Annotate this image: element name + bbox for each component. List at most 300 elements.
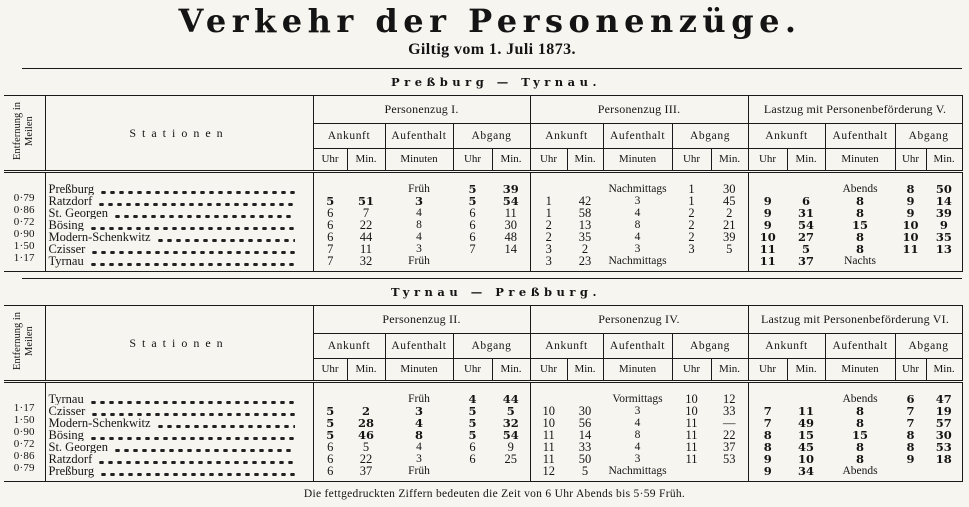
distance-cell: 1·17 xyxy=(13,402,35,414)
stop-minutes: Früh xyxy=(408,393,430,405)
train-header: Lastzug mit Personenbeförderung V. xyxy=(748,96,962,124)
arrival-hour: 6 xyxy=(313,441,347,453)
station-name: Tyrnau xyxy=(48,255,84,268)
arrival-minute: 5 xyxy=(362,441,370,453)
departure-hour: 7 xyxy=(906,417,915,429)
station-row xyxy=(4,243,962,255)
departure-minute: 9 xyxy=(926,219,962,231)
arrival-hour: 9 xyxy=(748,207,787,219)
arrival-hour: 3 xyxy=(530,243,567,255)
stop-minutes: Früh xyxy=(385,465,453,482)
stop-minutes: 8 xyxy=(634,219,641,231)
minutes-header: Minuten xyxy=(603,148,672,171)
stop-minutes: Abends xyxy=(842,183,878,195)
departure-hour: 11 xyxy=(685,441,698,453)
station-cell-inner xyxy=(46,255,313,267)
departure-minute xyxy=(711,255,748,272)
station-row xyxy=(4,195,962,207)
stop-minutes: 8 xyxy=(416,219,422,231)
minute-header: Min. xyxy=(926,148,962,171)
distance-cell: 0·86 xyxy=(13,204,35,216)
departure-minute: 54 xyxy=(502,195,519,207)
stop-minutes: 8 xyxy=(856,207,865,219)
arrival-hour: 6 xyxy=(313,453,347,465)
station-cell-inner xyxy=(46,207,313,219)
arrival-minute: 5 xyxy=(802,243,811,255)
stop-minutes: 3 xyxy=(416,243,422,255)
departure-minute: 54 xyxy=(502,429,519,441)
departure-hour: 1 xyxy=(688,195,695,207)
distance-cell: 1·50 xyxy=(13,414,35,426)
stop-minutes: 4 xyxy=(634,417,641,429)
footnote: Die fettgedruckten Ziffern bedeuten die Zeit von 6 Uhr Abends bis 5·59 Früh. xyxy=(303,488,686,500)
departure-hour xyxy=(895,465,926,482)
station-row xyxy=(4,405,962,417)
departure-minute: 35 xyxy=(926,231,962,243)
departure-hour: 8 xyxy=(906,441,915,453)
minutes-header: Minuten xyxy=(603,358,672,381)
arrival-minute xyxy=(787,172,825,196)
stop-minutes: 4 xyxy=(634,231,641,243)
arrival-minute: 58 xyxy=(578,207,592,219)
departure-hour: 7 xyxy=(469,243,476,255)
departure-hour: 6 xyxy=(906,392,915,405)
arrival-header: Ankunft xyxy=(313,333,385,358)
train-header: Lastzug mit Personenbeförderung VI. xyxy=(748,306,962,334)
arrival-minute: 56 xyxy=(578,417,592,429)
station-name: Ratzdorf xyxy=(48,453,93,465)
arrival-minute: 33 xyxy=(578,441,592,453)
arrival-minute: 22 xyxy=(359,453,373,465)
stop-minutes: Nachts xyxy=(825,255,895,272)
arrival-hour: 9 xyxy=(748,453,787,465)
departure-hour: 9 xyxy=(906,207,915,219)
distance-cell: 0·79 xyxy=(13,192,35,204)
train-header: Personenzug IV. xyxy=(530,306,748,334)
arrival-minute: 32 xyxy=(347,255,385,272)
dot-leader xyxy=(89,263,295,266)
dot-leader xyxy=(89,437,295,440)
arrival-hour: 7 xyxy=(313,255,347,272)
arrival-hour: 11 xyxy=(530,429,567,441)
arrival-hour xyxy=(530,382,567,406)
arrival-minute: 5 xyxy=(567,465,603,482)
distance-header xyxy=(4,306,45,382)
departure-hour: 11 xyxy=(902,243,919,255)
arrival-minute: 11 xyxy=(798,405,815,417)
arrival-minute xyxy=(567,172,603,196)
arrival-minute xyxy=(787,382,825,406)
distance-cell: 0·72 xyxy=(13,438,35,450)
departure-minute: 45 xyxy=(723,195,736,207)
station-row xyxy=(4,231,962,243)
minute-header: Min. xyxy=(926,358,962,381)
station-cell-inner xyxy=(46,405,313,417)
hour-header: Uhr xyxy=(895,148,926,171)
minute-header: Min. xyxy=(711,358,748,381)
arrival-hour: 6 xyxy=(313,231,347,243)
dot-leader xyxy=(99,473,294,476)
station-name: Modern-Schenkwitz xyxy=(48,231,151,243)
station-cell-inner xyxy=(46,393,313,405)
departure-minute: 53 xyxy=(926,441,962,453)
arrival-hour xyxy=(530,172,567,196)
dot-leader xyxy=(89,401,295,404)
arrival-minute xyxy=(567,382,603,406)
departure-minute xyxy=(926,465,962,482)
stop-minutes: 8 xyxy=(414,429,423,441)
departure-hour: 10 xyxy=(902,231,919,243)
stop-header: Aufenthalt xyxy=(385,123,453,148)
timetable-section xyxy=(0,68,969,273)
arrival-minute xyxy=(347,382,385,406)
distance-cell: 1·17 xyxy=(4,252,45,269)
departure-minute: 39 xyxy=(502,182,519,195)
station-row xyxy=(4,453,962,465)
arrival-minute: 49 xyxy=(798,417,815,429)
stop-minutes: Nachmittags xyxy=(608,183,667,195)
departure-hour: 2 xyxy=(688,231,695,243)
departure-hour: 5 xyxy=(468,429,477,441)
distance-header-label: Entfernung in Meilen xyxy=(12,311,36,371)
distance-cell: 0·72 xyxy=(13,216,35,228)
arrival-hour: 7 xyxy=(313,243,347,255)
departure-header: Abgang xyxy=(895,123,962,148)
distance-cell: 0·90 xyxy=(13,228,35,240)
arrival-hour xyxy=(313,382,347,406)
arrival-hour: 8 xyxy=(748,441,787,453)
dot-leader xyxy=(99,191,294,194)
arrival-minute: 2 xyxy=(581,243,589,255)
arrival-hour: 1 xyxy=(530,207,567,219)
arrival-header: Ankunft xyxy=(313,123,385,148)
arrival-minute: 7 xyxy=(362,207,370,219)
station-cell xyxy=(45,441,313,453)
arrival-minute: 30 xyxy=(578,405,592,417)
departure-hour: 7 xyxy=(906,405,915,417)
arrival-minute xyxy=(347,172,385,196)
minutes-header: Minuten xyxy=(825,148,895,171)
arrival-minute: 50 xyxy=(578,453,592,465)
departure-hour: 6 xyxy=(469,441,476,453)
arrival-hour: 5 xyxy=(313,429,347,441)
departure-header: Abgang xyxy=(895,333,962,358)
departure-hour: 10 xyxy=(685,405,698,417)
departure-hour xyxy=(453,255,492,272)
station-row xyxy=(4,441,962,453)
arrival-minute: 6 xyxy=(802,195,811,207)
departure-minute: 39 xyxy=(723,231,736,243)
dot-leader xyxy=(113,215,295,218)
station-cell-inner xyxy=(46,243,313,255)
arrival-minute: 10 xyxy=(798,453,815,465)
arrival-hour: 11 xyxy=(748,255,787,272)
station-row xyxy=(4,172,962,196)
departure-hour: 1 xyxy=(688,182,695,195)
arrival-hour xyxy=(313,172,347,196)
departure-minute: 19 xyxy=(926,405,962,417)
departure-minute: — xyxy=(723,417,736,429)
arrival-minute: 11 xyxy=(359,243,373,255)
arrival-minute: 14 xyxy=(578,429,592,441)
stop-minutes: Vormittags xyxy=(612,393,663,405)
station-row xyxy=(4,382,962,406)
stop-minutes: 4 xyxy=(634,207,641,219)
departure-minute: 37 xyxy=(723,441,736,453)
departure-minute: 53 xyxy=(723,453,736,465)
hour-header: Uhr xyxy=(672,358,711,381)
station-cell xyxy=(45,405,313,417)
stop-minutes: 8 xyxy=(856,231,865,243)
arrival-hour: 8 xyxy=(748,429,787,441)
stop-minutes: 8 xyxy=(856,243,865,255)
distance-cell xyxy=(4,169,45,193)
arrival-header: Ankunft xyxy=(530,123,603,148)
arrival-minute: 37 xyxy=(787,255,825,272)
station-cell xyxy=(45,231,313,243)
section-rule xyxy=(22,68,962,69)
departure-hour: 2 xyxy=(688,219,695,231)
minute-header: Min. xyxy=(787,358,825,381)
departure-minute: 44 xyxy=(502,392,519,405)
arrival-hour: 10 xyxy=(530,405,567,417)
arrival-hour: 11 xyxy=(748,243,787,255)
station-cell xyxy=(45,382,313,406)
departure-hour: 2 xyxy=(688,207,695,219)
station-cell-inner xyxy=(46,465,313,477)
arrival-hour: 11 xyxy=(530,441,567,453)
departure-minute xyxy=(492,465,530,482)
departure-hour xyxy=(672,465,711,482)
minutes-header: Minuten xyxy=(385,358,453,381)
station-row xyxy=(4,207,962,219)
arrival-minute: 37 xyxy=(347,465,385,482)
departure-hour: 6 xyxy=(469,231,476,243)
minute-header: Min. xyxy=(492,148,530,171)
departure-minute xyxy=(711,465,748,482)
stop-minutes: 8 xyxy=(856,453,865,465)
stop-minutes: 8 xyxy=(856,417,865,429)
station-cell xyxy=(45,243,313,255)
stop-minutes: 3 xyxy=(416,453,422,465)
minute-header: Min. xyxy=(567,148,603,171)
arrival-minute: 13 xyxy=(578,219,592,231)
departure-hour: 5 xyxy=(468,195,477,207)
distance-header xyxy=(4,96,45,172)
hour-header: Uhr xyxy=(313,148,347,171)
departure-minute: 14 xyxy=(504,243,518,255)
departure-minute: 18 xyxy=(926,453,962,465)
train-header: Personenzug II. xyxy=(313,306,530,334)
stop-header: Aufenthalt xyxy=(825,333,895,358)
departure-hour: 6 xyxy=(469,207,476,219)
minute-header: Min. xyxy=(567,358,603,381)
station-row xyxy=(4,417,962,429)
stop-minutes: 15 xyxy=(852,219,869,231)
station-cell-inner xyxy=(46,219,313,231)
departure-minute: 13 xyxy=(926,243,962,255)
departure-header: Abgang xyxy=(453,123,530,148)
arrival-header: Ankunft xyxy=(748,123,825,148)
stop-minutes: 4 xyxy=(416,231,422,243)
distance-cell: 0·79 xyxy=(4,462,45,479)
validity-subtitle: Giltig vom 1. Juli 1873. xyxy=(408,41,576,58)
departure-hour: 5 xyxy=(468,405,477,417)
stop-minutes: Früh xyxy=(408,183,430,195)
station-cell-inner xyxy=(46,417,313,429)
stop-header: Aufenthalt xyxy=(825,123,895,148)
departure-minute: 5 xyxy=(506,405,515,417)
arrival-hour: 9 xyxy=(748,219,787,231)
departure-header: Abgang xyxy=(672,333,748,358)
departure-minute: 30 xyxy=(723,182,736,195)
departure-hour xyxy=(672,255,711,272)
arrival-hour: 2 xyxy=(530,219,567,231)
stop-minutes: 3 xyxy=(634,453,641,465)
arrival-minute: 15 xyxy=(798,429,815,441)
departure-hour: 11 xyxy=(685,429,698,441)
stations-header: Stationen xyxy=(45,306,313,382)
station-row xyxy=(4,219,962,231)
stop-minutes: Nachmittags xyxy=(603,255,672,272)
departure-minute: 11 xyxy=(504,207,517,219)
departure-minute: 25 xyxy=(504,453,517,465)
departure-hour: 3 xyxy=(688,243,695,255)
stop-header: Aufenthalt xyxy=(385,333,453,358)
dot-leader xyxy=(90,413,294,416)
departure-hour xyxy=(895,255,926,272)
station-cell xyxy=(45,453,313,465)
stop-header: Aufenthalt xyxy=(603,333,672,358)
stop-minutes: Früh xyxy=(385,255,453,272)
arrival-minute: 2 xyxy=(361,405,370,417)
arrival-hour: 1 xyxy=(530,195,567,207)
station-name: St. Georgen xyxy=(48,441,108,453)
station-cell-inner xyxy=(46,183,313,195)
hour-header: Uhr xyxy=(672,148,711,171)
departure-minute: 5 xyxy=(726,243,733,255)
stop-minutes: 3 xyxy=(634,405,641,417)
hour-header: Uhr xyxy=(748,148,787,171)
dot-leader xyxy=(89,227,295,230)
stop-minutes: Nachmittags xyxy=(603,465,672,482)
dot-leader xyxy=(97,203,294,206)
arrival-minute: 35 xyxy=(578,231,592,243)
departure-hour: 8 xyxy=(906,429,915,441)
departure-minute: 14 xyxy=(926,195,962,207)
station-name: Ratzdorf xyxy=(48,195,93,207)
train-header: Personenzug I. xyxy=(313,96,530,124)
station-cell xyxy=(45,429,313,441)
section-heading: Preßburg — Tyrnau. xyxy=(391,75,601,89)
stop-minutes: Abends xyxy=(842,393,878,405)
departure-hour: 5 xyxy=(468,417,477,429)
departure-hour: 6 xyxy=(469,219,476,231)
departure-hour: 5 xyxy=(468,182,477,195)
station-cell xyxy=(45,172,313,196)
station-name: Preßburg xyxy=(48,182,95,195)
section-heading: Tyrnau — Preßburg. xyxy=(391,285,601,299)
arrival-minute: 31 xyxy=(798,207,815,219)
arrival-hour: 6 xyxy=(313,207,347,219)
station-cell-inner xyxy=(46,231,313,243)
departure-hour: 4 xyxy=(468,392,477,405)
arrival-hour xyxy=(748,172,787,196)
arrival-hour: 6 xyxy=(313,219,347,231)
arrival-minute: 28 xyxy=(357,417,374,429)
arrival-hour: 9 xyxy=(748,195,787,207)
departure-minute: 30 xyxy=(926,429,962,441)
stop-minutes: 4 xyxy=(414,417,423,429)
stop-minutes: 8 xyxy=(856,441,865,453)
arrival-hour: 5 xyxy=(313,417,347,429)
station-name: Czisser xyxy=(48,243,86,255)
departure-hour: 10 xyxy=(902,219,919,231)
hour-header: Uhr xyxy=(313,358,347,381)
timetable xyxy=(4,95,963,272)
arrival-header: Ankunft xyxy=(748,333,825,358)
station-name: Modern-Schenkwitz xyxy=(48,417,151,429)
station-cell-inner xyxy=(46,453,313,465)
station-cell xyxy=(45,219,313,231)
station-cell xyxy=(45,207,313,219)
arrival-header: Ankunft xyxy=(530,333,603,358)
dot-leader xyxy=(156,425,295,428)
stop-minutes: 15 xyxy=(852,429,869,441)
station-cell-inner xyxy=(46,429,313,441)
dot-leader xyxy=(156,239,295,242)
departure-minute: 50 xyxy=(926,172,962,196)
arrival-hour: 2 xyxy=(530,231,567,243)
station-cell xyxy=(45,255,313,272)
arrival-minute: 44 xyxy=(359,231,373,243)
arrival-minute: 23 xyxy=(567,255,603,272)
arrival-hour: 7 xyxy=(748,405,787,417)
arrival-hour: 11 xyxy=(530,453,567,465)
hour-header: Uhr xyxy=(530,148,567,171)
train-header: Personenzug III. xyxy=(530,96,748,124)
arrival-minute: 42 xyxy=(578,195,592,207)
hour-header: Uhr xyxy=(453,358,492,381)
hour-header: Uhr xyxy=(748,358,787,381)
stop-minutes: 3 xyxy=(634,243,641,255)
departure-minute: 21 xyxy=(723,219,736,231)
arrival-hour: 10 xyxy=(748,231,787,243)
stop-minutes: 8 xyxy=(856,195,865,207)
arrival-minute: 54 xyxy=(798,219,815,231)
arrival-hour: 3 xyxy=(530,255,567,272)
distance-header-label: Entfernung in Meilen xyxy=(12,101,36,161)
arrival-minute: 45 xyxy=(798,441,815,453)
stop-minutes: 4 xyxy=(634,441,641,453)
departure-minute: 12 xyxy=(723,392,736,405)
stop-minutes: Abends xyxy=(825,465,895,482)
stop-minutes: 4 xyxy=(416,441,422,453)
distance-cell xyxy=(4,379,45,403)
departure-minute xyxy=(926,255,962,272)
arrival-hour: 5 xyxy=(313,195,347,207)
arrival-hour: 6 xyxy=(313,465,347,482)
station-row xyxy=(4,465,962,482)
station-row xyxy=(4,429,962,441)
arrival-minute: 22 xyxy=(359,219,373,231)
timetable-section xyxy=(0,278,969,483)
station-name: Bösing xyxy=(48,219,84,231)
distance-cell: 0·90 xyxy=(13,426,35,438)
departure-hour xyxy=(453,465,492,482)
departure-hour: 11 xyxy=(685,417,698,429)
stop-minutes: 3 xyxy=(414,405,423,417)
